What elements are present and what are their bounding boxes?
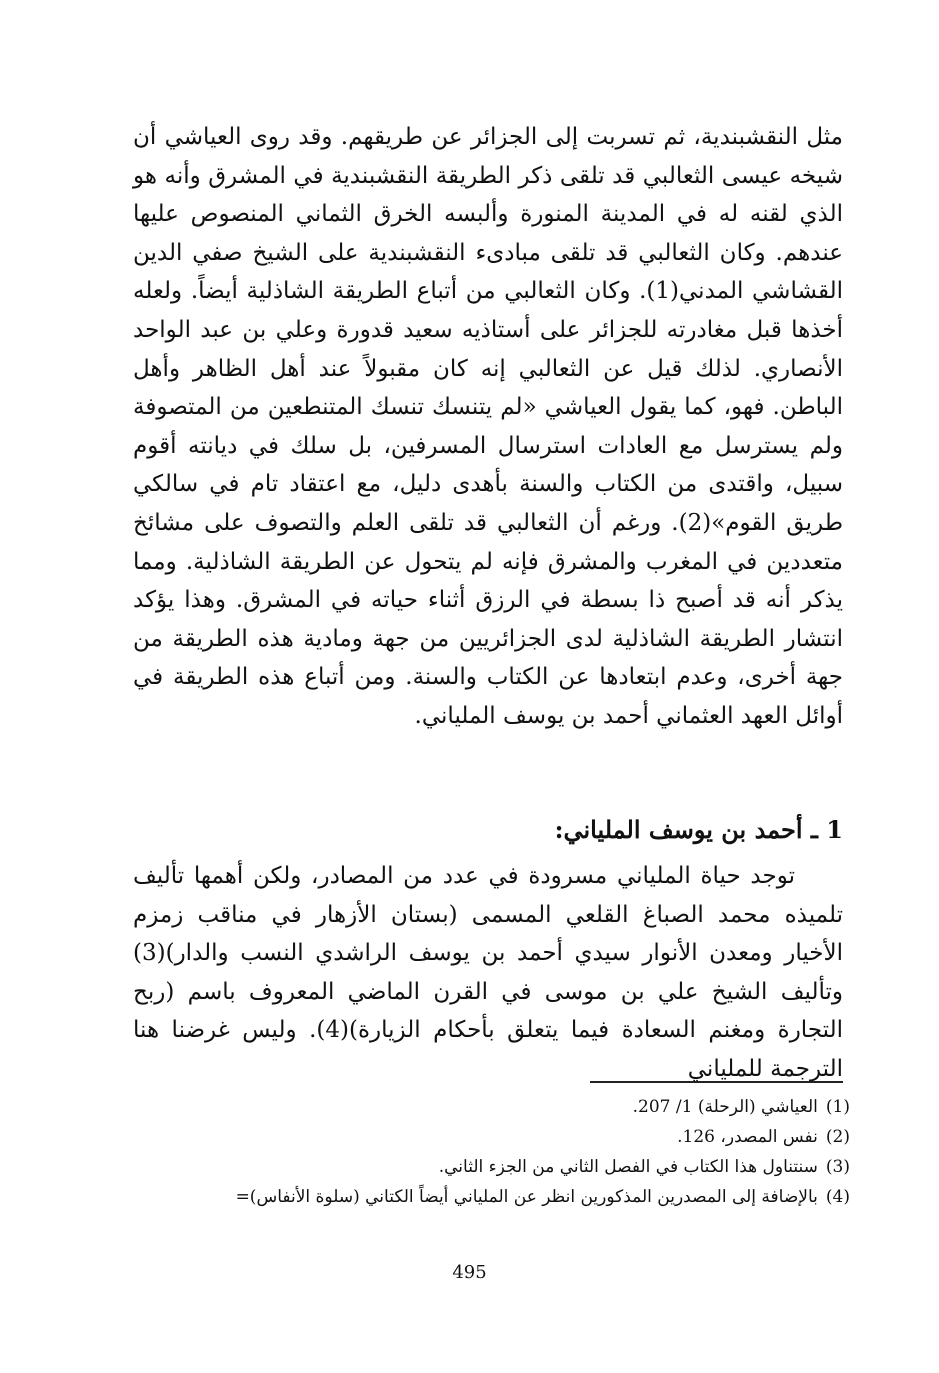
section-text (133, 857, 843, 1089)
footnote-4 (100, 1182, 850, 1212)
footnote-text: بالإضافة إلى المصدرين المذكورين انظر عن الملياني أيضاً الكتاني (سلوة الأنفاس)= (235, 1187, 818, 1207)
footnote-number: (4) (825, 1187, 850, 1207)
footnote-number: (1) (825, 1097, 850, 1117)
footnote-3 (100, 1152, 850, 1182)
footnote-number: (2) (825, 1127, 850, 1147)
footnote-text: سنتناول هذا الكتاب في الفصل الثاني من الجزء الثاني. (438, 1157, 818, 1177)
body-text (133, 118, 843, 736)
section-heading: 1 ـ أحمد بن يوسف الملياني: (554, 815, 843, 844)
footnote-number: (3) (825, 1157, 850, 1177)
footnote-divider (590, 1081, 843, 1083)
footnote-text: العياشي (الرحلة) 1/ 207. (632, 1097, 818, 1117)
footnotes (100, 1092, 850, 1212)
footnote-2 (100, 1122, 850, 1152)
footnote-1 (100, 1092, 850, 1122)
footnote-text: نفس المصدر، 126. (677, 1127, 818, 1147)
page-number: 495 (452, 1262, 487, 1283)
section-paragraph: توجد حياة الملياني مسرودة في عدد من المصادر، ولكن أهمها تأليف تلميذه محمد الصباغ القلعي المسمى (بستان الأزهار في مناقب زمزم الأخيار ومعدن الأنوار سيدي أحمد بن يوسف الراشدي النسب والدار)(3) وتأليف الشيخ علي بن موسى في القرن الماضي المعروف باسم (ربح التجارة ومغنم السعادة فيما يتعلق بأحكام الزيارة)(4). وليس غرضنا هنا الترجمة للملياني (133, 863, 844, 1082)
body-paragraph: مثل النقشبندية، ثم تسربت إلى الجزائر عن طريقهم. وقد روى العياشي أن شيخه عيسى الثعالبي قد تلقى ذكر الطريقة النقشبندية في المشرق وأنه هو الذي لقنه له في المدينة المنورة وألبسه الخرق الثماني المنصوص عليها عندهم. وكان الثعالبي قد تلقى مبادىء النقشبندية على الشيخ صفي الدين القشاشي المدني(1). وكان الثعالبي من أتباع الطريقة الشاذلية أيضاً. ولعله أخذها قبل مغادرته للجزائر على أستاذيه سعيد قدورة وعلي بن عبد الواحد الأنصاري. لذلك قيل عن الثعالبي إنه كان مقبولاً عند أهل الظاهر وأهل الباطن. فهو، كما يقول العياشي «لم يتنسك تنسك المتنطعين من المتصوفة ولم يسترسل مع العادات استرسال المسرفين، بل سلك في ديانته أقوم سبيل، واقتدى من الكتاب والسنة بأهدى دليل، مع اعتقاد تام في سالكي طريق القوم»(2). ورغم أن الثعالبي قد تلقى العلم والتصوف على مشائخ متعددين في المغرب والمشرق فإنه لم يتحول عن الطريقة الشاذلية. ومما يذكر أنه قد أصبح ذا بسطة في الرزق أثناء حياته في المشرق. وهذا يؤكد انتشار الطريقة الشاذلية لدى الجزائريين من جهة ومادية هذه الطريقة من جهة أخرى، وعدم ابتعادها عن الكتاب والسنة. ومن أتباع هذه الطريقة في أوائل العهد العثماني أحمد بن يوسف الملياني. (133, 124, 844, 729)
